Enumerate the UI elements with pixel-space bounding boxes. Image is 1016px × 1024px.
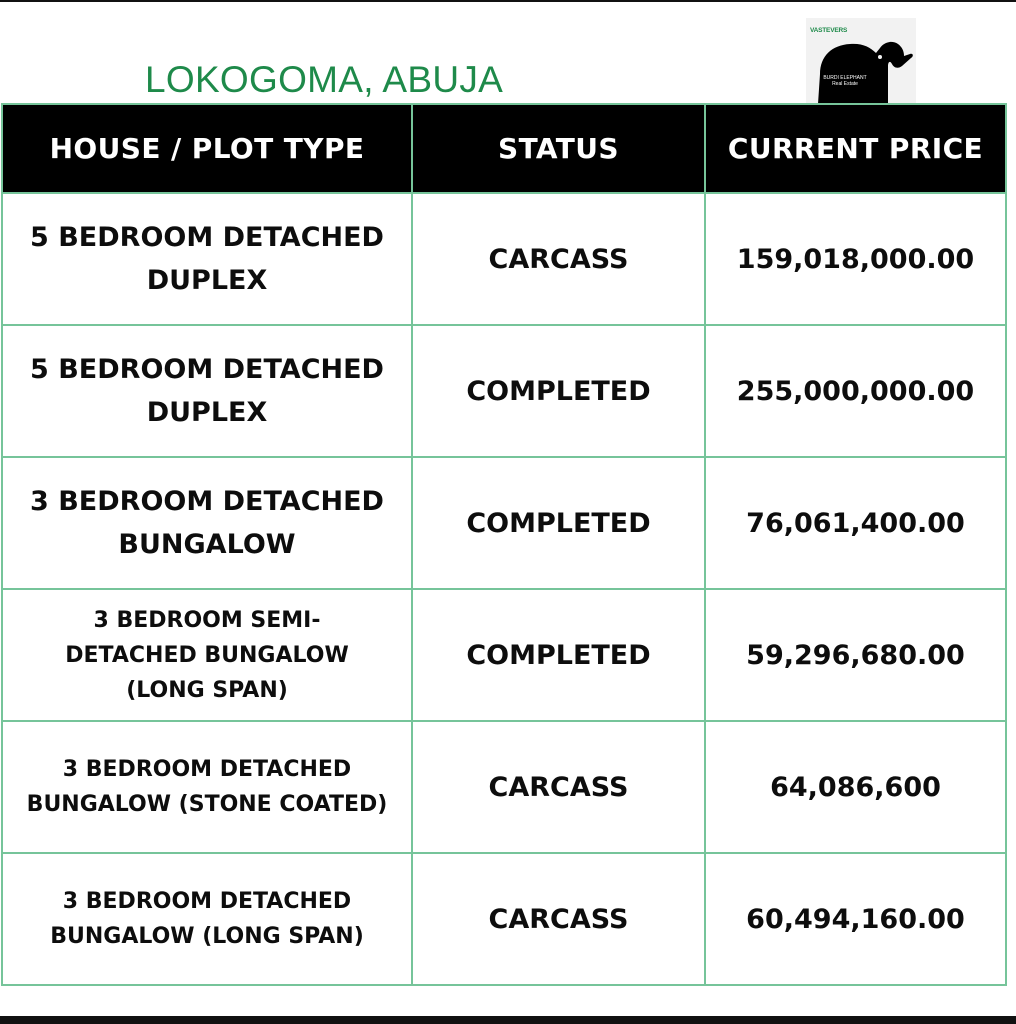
house-type-cell: 3 BEDROOM DETACHED BUNGALOW xyxy=(2,457,412,589)
house-type-cell: 3 BEDROOM DETACHED BUNGALOW (STONE COATED) xyxy=(2,721,412,853)
header-current-price: CURRENT PRICE xyxy=(705,104,1006,193)
bottom-border xyxy=(0,1016,1016,1024)
house-type-cell: 3 BEDROOM SEMI-DETACHED BUNGALOW (LONG SPAN) xyxy=(2,589,412,721)
price-cell: 59,296,680.00 xyxy=(705,589,1006,721)
price-cell: 64,086,600 xyxy=(705,721,1006,853)
status-cell: CARCASS xyxy=(412,853,705,985)
elephant-icon xyxy=(814,36,914,104)
price-cell: 159,018,000.00 xyxy=(705,193,1006,325)
header-status: STATUS xyxy=(412,104,705,193)
status-cell: CARCASS xyxy=(412,721,705,853)
table-row xyxy=(2,721,1006,853)
price-cell: 255,000,000.00 xyxy=(705,325,1006,457)
house-type-cell: 5 BEDROOM DETACHED DUPLEX xyxy=(2,193,412,325)
status-cell: COMPLETED xyxy=(412,325,705,457)
house-type-cell: 5 BEDROOM DETACHED DUPLEX xyxy=(2,325,412,457)
house-type-cell: 3 BEDROOM DETACHED BUNGALOW (LONG SPAN) xyxy=(2,853,412,985)
status-cell: COMPLETED xyxy=(412,589,705,721)
table-row xyxy=(2,589,1006,721)
company-logo xyxy=(806,18,916,104)
price-table xyxy=(1,103,1007,986)
header-house-plot-type: HOUSE / PLOT TYPE xyxy=(2,104,412,193)
table-row xyxy=(2,325,1006,457)
table-row xyxy=(2,853,1006,985)
logo-company-name: BURDI ELEPHANT Real Estate xyxy=(823,75,867,87)
table-row xyxy=(2,457,1006,589)
price-cell: 60,494,160.00 xyxy=(705,853,1006,985)
price-cell: 76,061,400.00 xyxy=(705,457,1006,589)
status-cell: COMPLETED xyxy=(412,457,705,589)
top-border xyxy=(0,0,1016,2)
status-cell: CARCASS xyxy=(412,193,705,325)
location-title: LOKOGOMA, ABUJA xyxy=(145,59,504,100)
logo-brand-text: VASTEVERS xyxy=(810,27,848,34)
table-row xyxy=(2,193,1006,325)
table-header-row xyxy=(2,104,1006,193)
